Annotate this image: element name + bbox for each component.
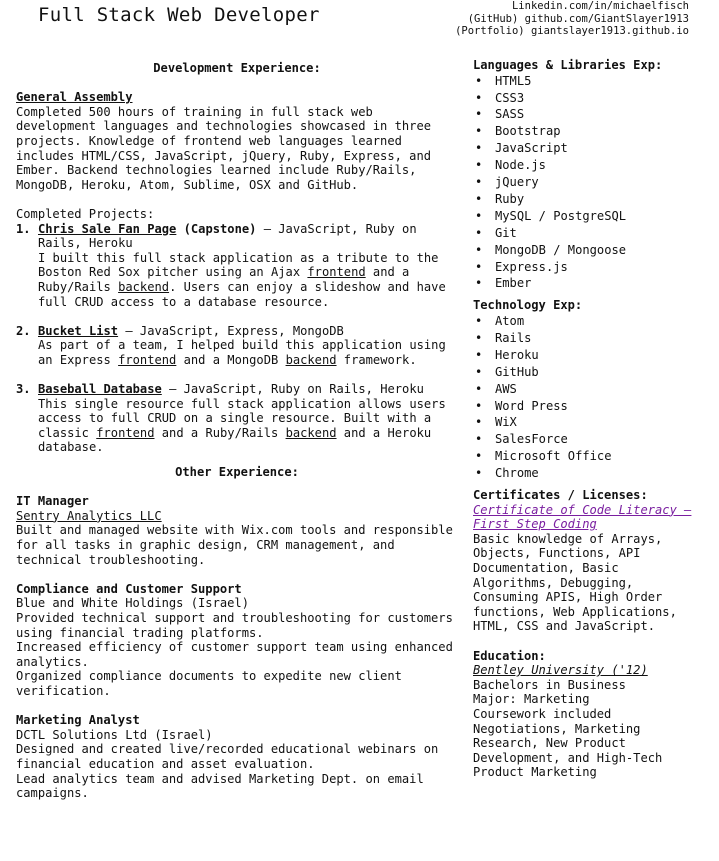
project-desc: As part of a team, I helped build this application using an Express frontend and a MongoDB backend framework. <box>38 338 446 367</box>
job-line: Built and managed website with Wix.com tools and responsible for all tasks in graphic design, CRM management, and technical troubleshooting. <box>16 523 453 567</box>
list-item: • GitHub <box>475 364 539 379</box>
list-item: • Express.js <box>475 259 568 274</box>
left-column <box>16 61 458 801</box>
list-item: • Atom <box>475 313 525 328</box>
frontend-keyword: frontend <box>307 265 366 280</box>
bullet-icon: • <box>475 466 483 481</box>
bullet-icon: • <box>475 381 483 396</box>
project-title-link[interactable]: Baseball Database <box>38 382 162 397</box>
bullet-icon: • <box>475 259 483 274</box>
bullet-icon: • <box>475 432 483 447</box>
project-title-suffix: (Capstone) <box>183 221 257 236</box>
bullet-icon: • <box>475 398 483 413</box>
project-number: 3. <box>16 382 31 397</box>
list-item: • CSS3 <box>475 90 525 105</box>
bullet-icon: • <box>475 242 483 257</box>
job-title: Compliance and Customer Support <box>16 581 242 596</box>
github-link[interactable]: (GitHub) github.com/GiantSlayer1913 <box>467 12 689 25</box>
frontend-keyword: frontend <box>118 352 177 367</box>
job-line: Lead analytics team and advised Marketing Dept. on email campaigns. <box>16 771 424 801</box>
other-experience-heading: Other Experience: <box>175 465 299 480</box>
right-column <box>473 58 693 780</box>
job-line: Organized compliance documents to expedite new client verification. <box>16 669 402 698</box>
list-item: • jQuery <box>475 175 539 190</box>
bullet-icon: • <box>475 107 483 122</box>
education-heading: Education: <box>473 648 546 663</box>
list-item: • WiX <box>475 415 517 430</box>
list-item: • Microsoft Office <box>475 449 612 464</box>
list-item: • SalesForce <box>475 432 568 447</box>
bullet-icon: • <box>475 415 483 430</box>
bullet-icon: • <box>475 276 483 291</box>
backend-keyword: backend <box>285 352 337 367</box>
job-company: Sentry Analytics LLC <box>16 508 162 523</box>
list-item: • SASS <box>475 107 525 122</box>
job-line: Provided technical support and troubleshooting for customers using financial trading platforms. <box>16 610 453 640</box>
project-number: 2. <box>16 323 31 338</box>
job-company: Blue and White Holdings (Israel) <box>16 596 249 611</box>
list-item: • Node.js <box>475 158 546 173</box>
project-item <box>16 324 458 368</box>
list-item: • JavaScript <box>475 141 568 156</box>
certificate-link[interactable]: Certificate of Code Literacy – First Step Coding <box>473 502 692 532</box>
project-tech: – JavaScript, Ruby on Rails, Heroku <box>38 221 417 251</box>
project-number: 1. <box>16 221 31 236</box>
bullet-icon: • <box>475 449 483 464</box>
project-desc: I built this full stack application as a tribute to the Boston Red Sox pitcher using an Ajax frontend and a Ruby/Rails backend. Users can enjoy a slideshow and have full CRUD access to a database resource. <box>38 250 446 309</box>
major: Major: Marketing <box>473 692 590 707</box>
projects-label: Completed Projects: <box>16 206 155 221</box>
certificate-description: Basic knowledge of Arrays, Objects, Functions, API Documentation, Basic Algorithms, Debugging, Consuming APIS, High Order functions, Web Applications, HTML, CSS and JavaScript. <box>473 531 677 634</box>
frontend-keyword: frontend <box>96 425 155 440</box>
bullet-icon: • <box>475 141 483 156</box>
list-item: • HTML5 <box>475 73 532 88</box>
bullet-icon: • <box>475 330 483 345</box>
org-name: General Assembly <box>16 90 133 105</box>
project-tech: – JavaScript, Ruby on Rails, Heroku <box>169 382 424 397</box>
job-company: DCTL Solutions Ltd (Israel) <box>16 727 213 742</box>
technology-heading: Technology Exp: <box>473 298 583 313</box>
project-item <box>16 382 458 455</box>
bullet-icon: • <box>475 191 483 206</box>
list-item: • MySQL / PostgreSQL <box>475 208 627 223</box>
list-item: • Ember <box>475 276 532 291</box>
list-item: • Heroku <box>475 347 539 362</box>
linkedin-link[interactable]: Linkedin.com/in/michaelfisch <box>511 0 689 12</box>
school-link[interactable]: Bentley University ('12) <box>473 663 648 678</box>
technology-list <box>473 313 693 482</box>
bullet-icon: • <box>475 364 483 379</box>
languages-list <box>473 73 693 293</box>
project-tech: – JavaScript, Express, MongoDB <box>125 323 344 338</box>
degree: Bachelors in Business <box>473 677 626 692</box>
bullet-icon: • <box>475 175 483 190</box>
bullet-icon: • <box>475 225 483 240</box>
list-item: • Word Press <box>475 398 568 413</box>
project-title-link[interactable]: Chris Sale Fan Page <box>38 221 177 236</box>
list-item: • MongoDB / Mongoose <box>475 242 627 257</box>
contact-block <box>455 0 689 38</box>
list-item: • Rails <box>475 330 532 345</box>
job-line: Increased efficiency of customer support team using enhanced analytics. <box>16 640 453 669</box>
languages-heading: Languages & Libraries Exp: <box>473 58 663 72</box>
org-summary: Completed 500 hours of training in full stack web development languages and technologies showcased in three projects. Knowledge of frontend web languages learned includes HTML/CSS, JavaScript, jQuery, Ruby, Express, and Ember. Backend technologies learned include Ruby/Rails, MongoDB, Heroku, Atom, Sublime, OSX and GitHub. <box>16 104 432 192</box>
dev-experience-heading: Development Experience: <box>153 61 321 75</box>
coursework: Coursework included Negotiations, Marketing Research, New Product Development, and High-Tech Product Marketing <box>473 706 663 780</box>
project-desc: This single resource full stack application allows users access to full CRUD on a single resource. Built with a classic frontend and a Ruby/Rails backend and a Heroku database. <box>38 396 446 455</box>
bullet-icon: • <box>475 90 483 105</box>
list-item: • Bootstrap <box>475 124 561 139</box>
bullet-icon: • <box>475 347 483 362</box>
job-title: Marketing Analyst <box>16 713 140 728</box>
bullet-icon: • <box>475 73 483 88</box>
bullet-icon: • <box>475 208 483 223</box>
backend-keyword: backend <box>118 279 170 294</box>
certificates-heading: Certificates / Licenses: <box>473 488 648 503</box>
list-item: • Git <box>475 225 517 240</box>
bullet-icon: • <box>475 158 483 173</box>
list-item: • AWS <box>475 381 517 396</box>
portfolio-link[interactable]: (Portfolio) giantslayer1913.github.io <box>455 25 689 38</box>
project-title-link[interactable]: Bucket List <box>38 323 119 338</box>
job-line: Designed and created live/recorded educational webinars on financial education and asset evaluation. <box>16 742 439 771</box>
bullet-icon: • <box>475 124 483 139</box>
list-item: • Chrome <box>475 466 539 481</box>
project-item <box>16 222 458 310</box>
job-title: IT Manager <box>16 494 89 509</box>
backend-keyword: backend <box>285 425 337 440</box>
bullet-icon: • <box>475 313 483 328</box>
list-item: • Ruby <box>475 191 525 206</box>
resume-title: Full Stack Web Developer <box>38 4 320 26</box>
